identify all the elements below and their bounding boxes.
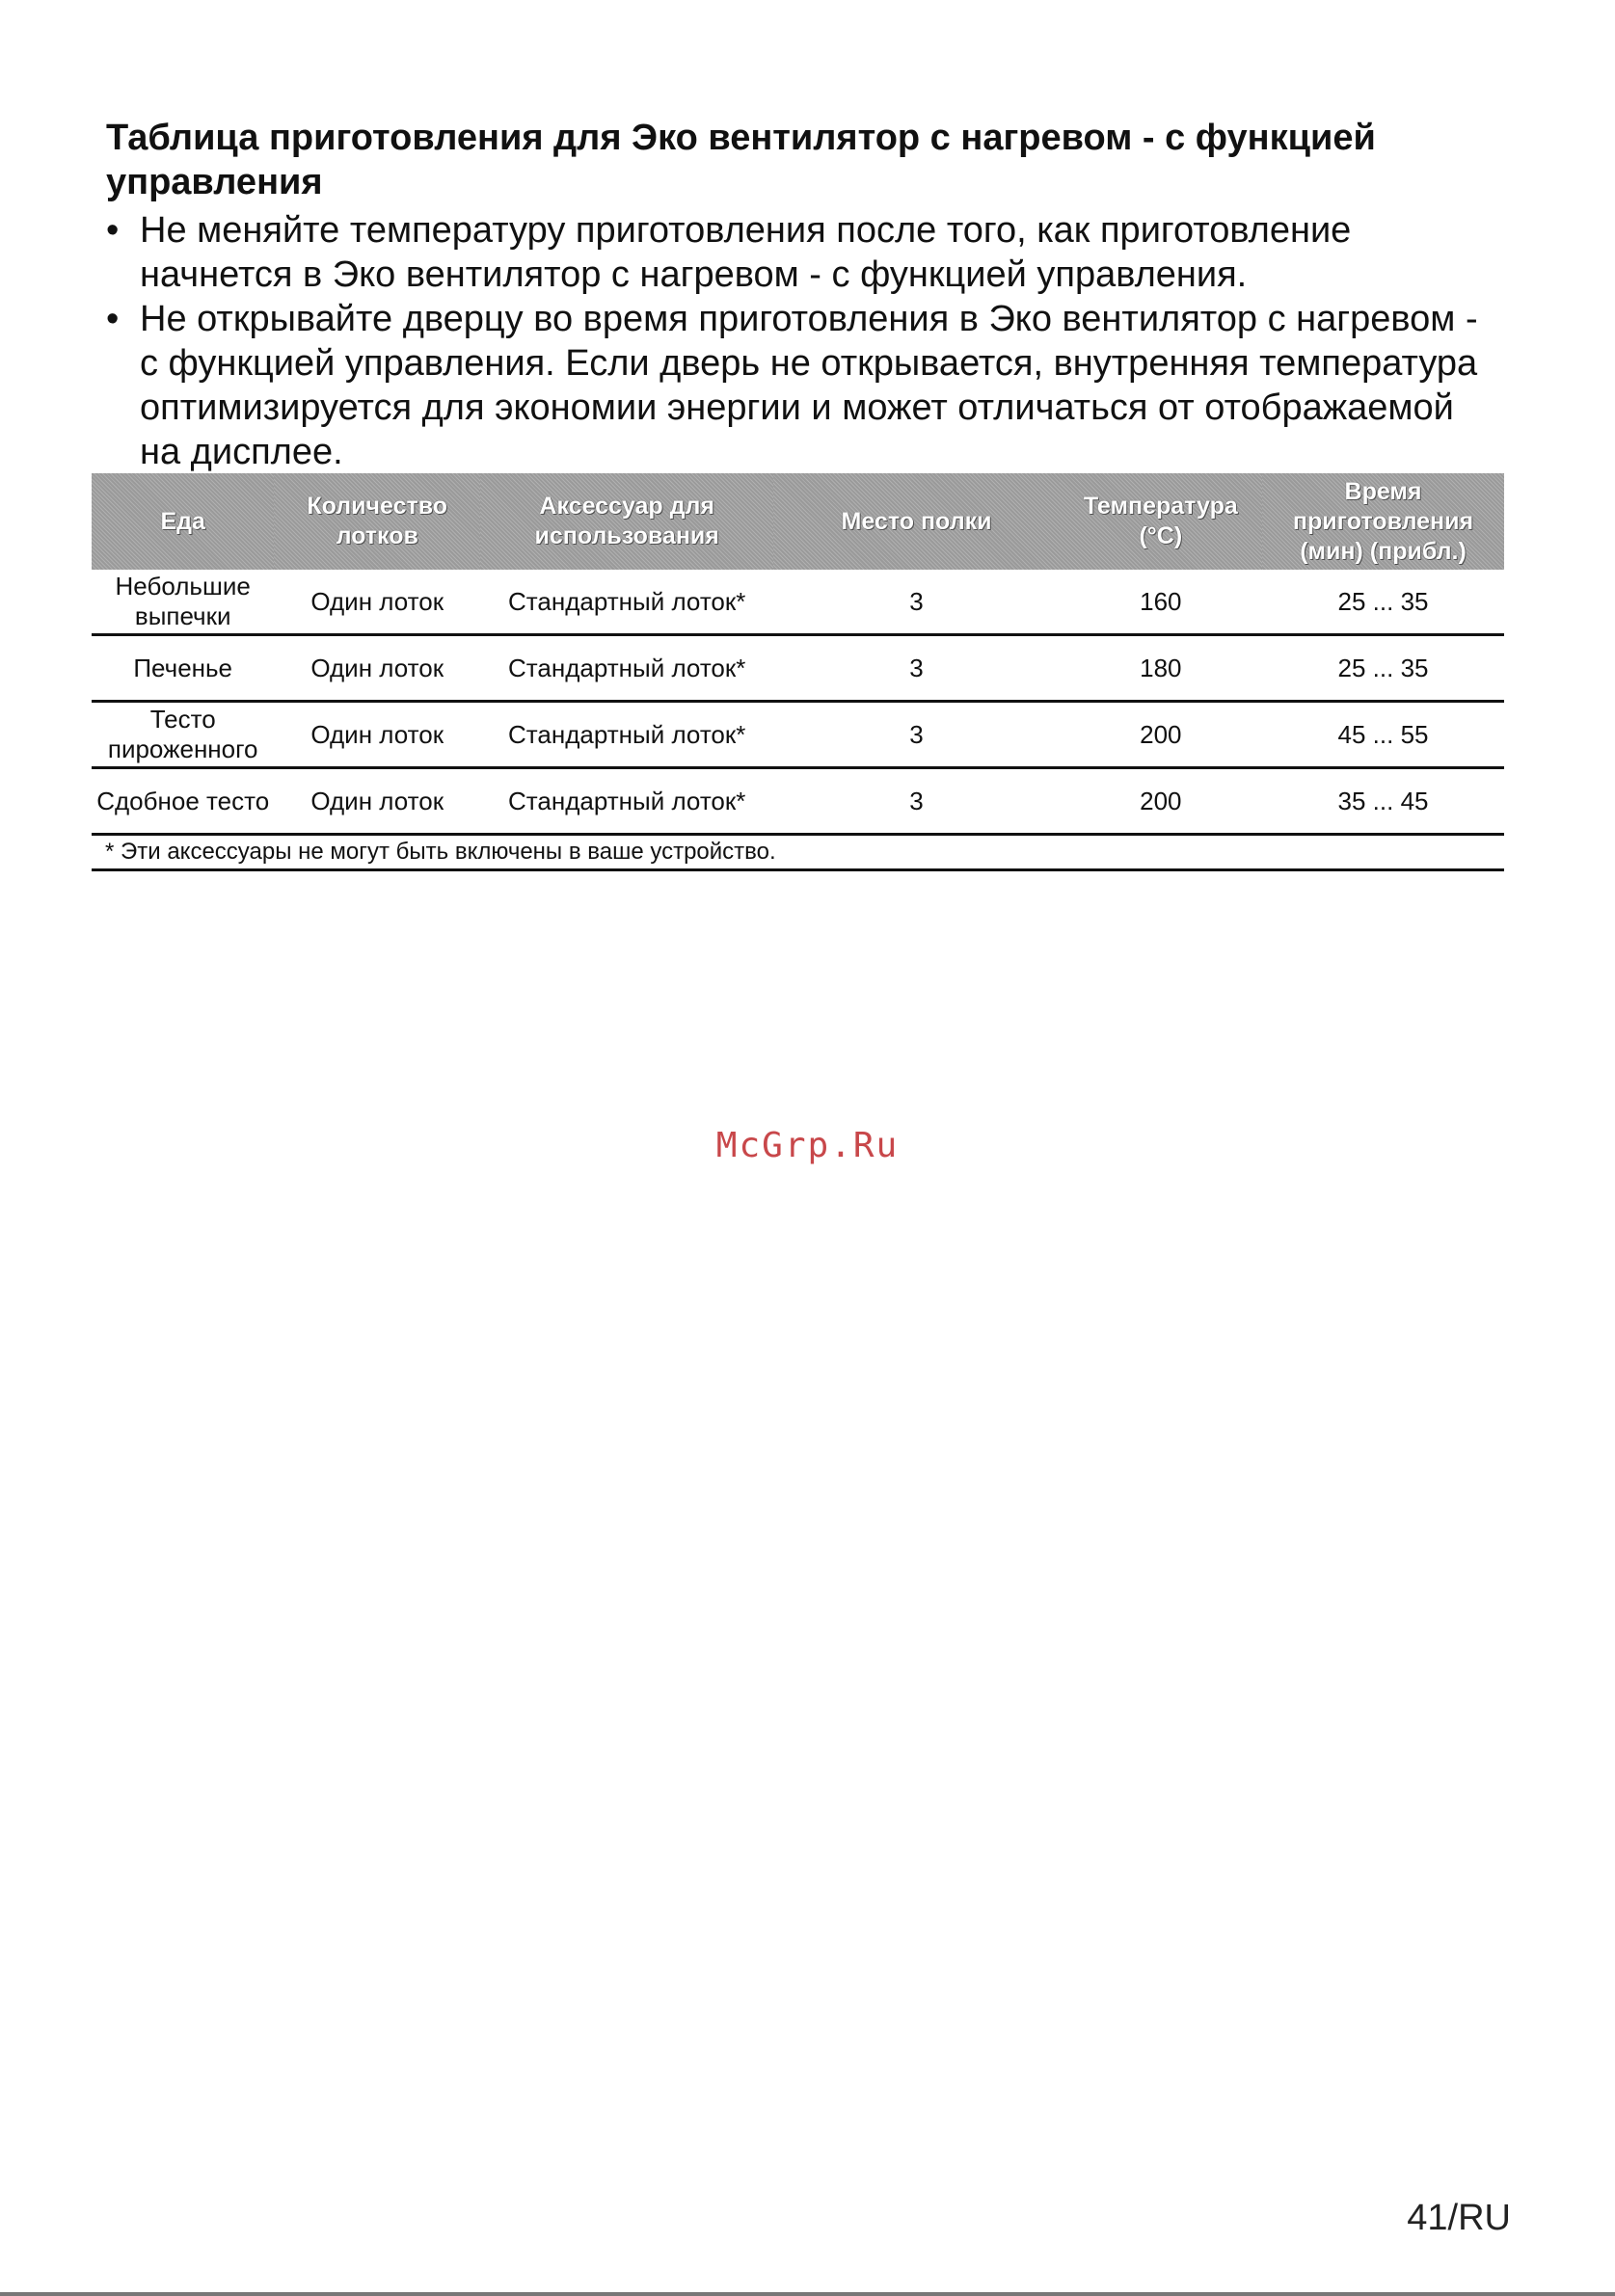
table-row (92, 702, 1504, 768)
cell-time: 25 ... 35 (1262, 570, 1504, 635)
cooking-table-container (92, 473, 1504, 871)
cell-time: 25 ... 35 (1262, 635, 1504, 702)
cell-accessory: Стандартный лоток* (480, 635, 773, 702)
table-footer (92, 835, 1504, 870)
bullet-icon: • (106, 210, 120, 251)
cooking-table (92, 473, 1504, 871)
table-footnote: * Эти аксессуары не могут быть включены в ваше устройство. (92, 835, 1504, 870)
document-body (106, 116, 1504, 474)
cell-time: 45 ... 55 (1262, 702, 1504, 768)
cell-time: 35 ... 45 (1262, 768, 1504, 835)
cell-trays: Один лоток (274, 570, 480, 635)
note-text: Не меняйте температуру приготовления после того, как приготовление начнется в Эко вентилятор с нагревом - с функцией управления. (140, 210, 1352, 295)
header-shelf: Место полки (773, 473, 1059, 570)
note-item (106, 297, 1504, 474)
page-number: 41/RU (1407, 2198, 1511, 2238)
note-item (106, 208, 1504, 297)
table-row (92, 635, 1504, 702)
cell-trays: Один лоток (274, 768, 480, 835)
cell-food: Печенье (92, 635, 274, 702)
cell-temperature: 180 (1060, 635, 1262, 702)
bottom-divider (0, 2292, 1615, 2296)
cell-shelf: 3 (773, 570, 1059, 635)
cell-temperature: 200 (1060, 768, 1262, 835)
header-accessory: Аксессуар для использования (480, 473, 773, 570)
cell-food: Тесто пироженного (92, 702, 274, 768)
cell-trays: Один лоток (274, 635, 480, 702)
header-time: Время приготовления (мин) (прибл.) (1262, 473, 1504, 570)
cell-food: Сдобное тесто (92, 768, 274, 835)
table-row (92, 768, 1504, 835)
note-text: Не открывайте дверцу во время приготовления в Эко вентилятор с нагревом - с функцией управления. Если дверь не открывается, внутренняя температура оптимизируется для экономии энергии и может отличаться от отображаемой на дисплее. (140, 299, 1478, 472)
header-trays: Количество лотков (274, 473, 480, 570)
table-row (92, 570, 1504, 635)
cell-accessory: Стандартный лоток* (480, 570, 773, 635)
cell-temperature: 200 (1060, 702, 1262, 768)
cell-trays: Один лоток (274, 702, 480, 768)
cell-accessory: Стандартный лоток* (480, 702, 773, 768)
table-body (92, 570, 1504, 835)
cell-shelf: 3 (773, 768, 1059, 835)
header-temperature: Температура (°C) (1060, 473, 1262, 570)
cell-temperature: 160 (1060, 570, 1262, 635)
cell-accessory: Стандартный лоток* (480, 768, 773, 835)
watermark-text: McGrp.Ru (715, 1126, 900, 1165)
cell-shelf: 3 (773, 635, 1059, 702)
bullet-icon: • (106, 299, 120, 339)
page-heading: Таблица приготовления для Эко вентилятор с нагревом - с функцией управления (106, 118, 1376, 202)
header-food: Еда (92, 473, 274, 570)
notes-list (106, 208, 1504, 474)
cell-food: Небольшие выпечки (92, 570, 274, 635)
cell-shelf: 3 (773, 702, 1059, 768)
table-header (92, 473, 1504, 570)
